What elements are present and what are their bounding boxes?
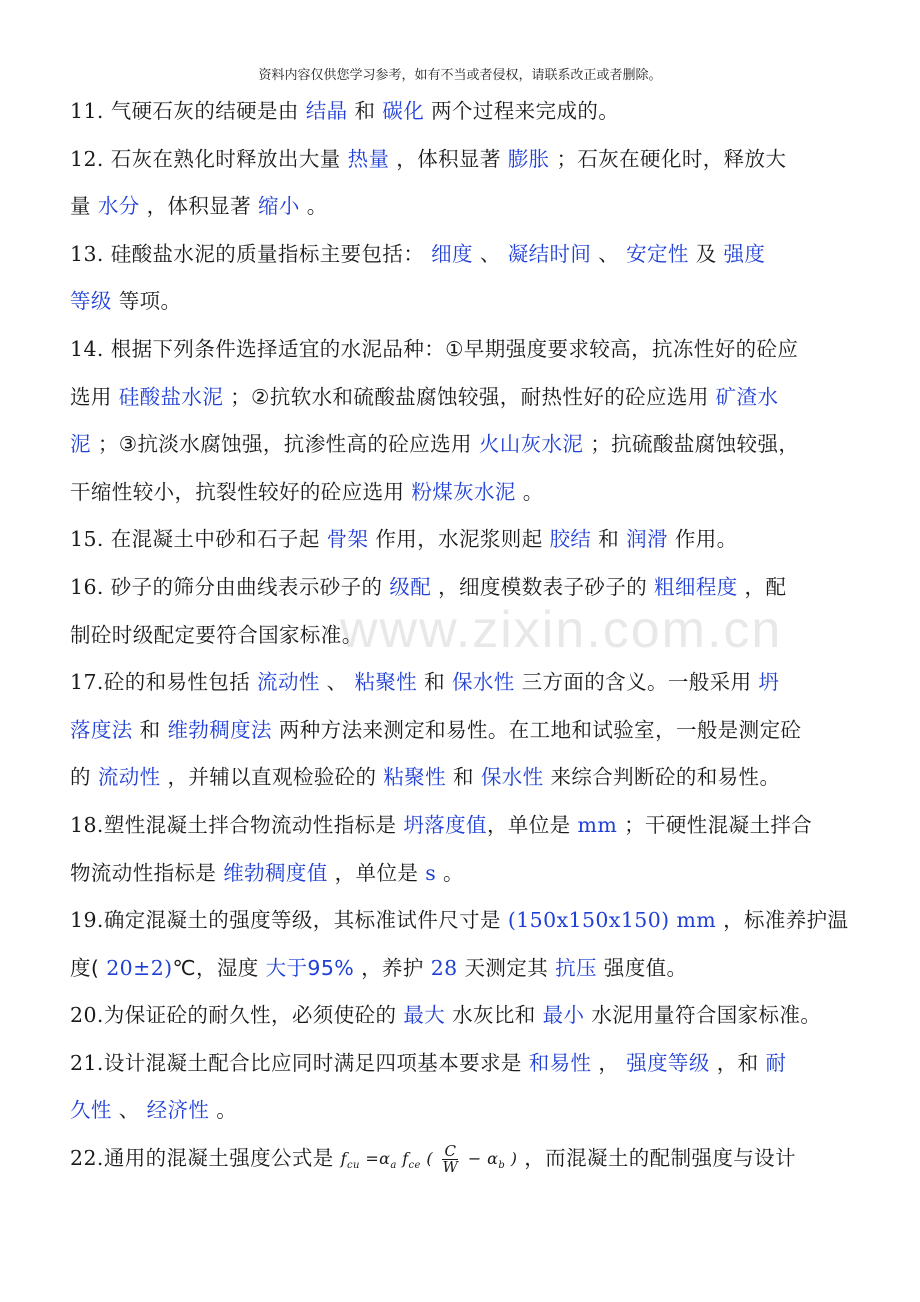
text: 设计混凝土配合比应同时满足四项基本要求是 xyxy=(103,1050,522,1075)
answer: 润滑 xyxy=(626,527,668,552)
text: 等项。 xyxy=(118,289,182,314)
text: ，体积显著 xyxy=(396,146,501,171)
line-q18b xyxy=(70,850,870,898)
site-watermark: www.zixin.com.cn xyxy=(340,601,783,659)
line-q21b xyxy=(70,1087,870,1135)
answer: 粗细程度 xyxy=(654,574,738,599)
line-q14b xyxy=(70,374,870,422)
formula-eq: =α xyxy=(365,1148,391,1168)
answer: 硅酸盐水泥 xyxy=(118,384,224,409)
text: 物流动性指标是 xyxy=(70,860,217,885)
answer: 维勃稠度法 xyxy=(167,717,272,742)
line-q15 xyxy=(70,516,870,564)
text: 、 xyxy=(326,670,348,695)
line-q14d xyxy=(70,469,870,517)
text: ；②抗软水和硫酸盐腐蚀较强，耐热性好的砼应选用 xyxy=(230,384,709,409)
text: ，细度模数表子砂子的 xyxy=(438,574,648,599)
line-q13b xyxy=(70,278,870,326)
formula-f: f xyxy=(340,1148,347,1168)
answer: 28 xyxy=(430,955,458,980)
text: ，单位是 xyxy=(486,812,571,837)
text: 、 xyxy=(118,1098,140,1123)
answer: 强度等级 xyxy=(626,1050,710,1075)
line-q22 xyxy=(70,1135,870,1183)
line-q19b xyxy=(70,945,870,993)
text: 作用，水泥浆则起 xyxy=(375,527,543,552)
text: ；抗硫酸盐腐蚀较强， xyxy=(590,432,800,457)
answer: (150x150x150) mm xyxy=(507,908,717,933)
text: 。 xyxy=(443,860,464,885)
question-number: 13. xyxy=(70,241,104,266)
answer: 坍 xyxy=(758,670,780,695)
answer: 碳化 xyxy=(382,99,425,123)
answer: 级配 xyxy=(389,574,432,599)
text: 三方面的含义。一般采用 xyxy=(521,670,752,695)
formula-fraction xyxy=(441,1141,461,1176)
line-q20 xyxy=(70,992,870,1040)
text: 和 xyxy=(598,527,620,552)
answer: 粉煤灰水泥 xyxy=(411,479,516,504)
text: 和 xyxy=(424,670,446,695)
answer: 膨胀 xyxy=(507,146,550,171)
strength-formula xyxy=(340,1141,518,1176)
answer: 热量 xyxy=(347,146,390,171)
line-q14a xyxy=(70,326,870,374)
text: ，体积显著 xyxy=(146,194,252,219)
line-q21a xyxy=(70,1040,870,1088)
text: ；③抗淡水腐蚀强，抗渗性高的砼应选用 xyxy=(97,432,472,457)
answer: 坍落度值 xyxy=(403,812,487,837)
answer: 矿渣水 xyxy=(715,384,779,409)
answer: 胶结 xyxy=(549,527,592,552)
question-number: 15. xyxy=(70,527,104,552)
line-q18a xyxy=(70,802,870,850)
answer: 最大 xyxy=(403,1003,446,1028)
answer: 骨架 xyxy=(326,527,369,552)
question-number: 14. xyxy=(70,336,104,361)
formula-paren: ) xyxy=(510,1148,518,1168)
text: 度( xyxy=(70,955,100,980)
text: 为保证砼的耐久性，必须使砼的 xyxy=(103,1003,397,1028)
text: 两种方法来测定和易性。在工地和试验室，一般是测定砼 xyxy=(278,717,802,742)
text: 选用 xyxy=(70,384,112,409)
formula-minus: − xyxy=(467,1148,482,1168)
text: 水灰比和 xyxy=(452,1003,536,1028)
answer: 泥 xyxy=(70,432,91,457)
question-number: 17. xyxy=(70,670,104,695)
question-number: 22. xyxy=(70,1146,104,1171)
text: 。 xyxy=(522,479,544,504)
formula-alpha: α xyxy=(487,1148,499,1168)
text: 。 xyxy=(306,194,328,219)
answer: 凝结时间 xyxy=(507,241,592,266)
formula-sub: cu xyxy=(346,1159,360,1171)
question-number: 18. xyxy=(70,812,104,837)
formula-sub: a xyxy=(390,1159,397,1171)
line-q12b xyxy=(70,183,870,231)
text: ，和 xyxy=(716,1050,759,1075)
question-number: 16. xyxy=(70,574,104,599)
disclaimer-header: 资料内容仅供您学习参考，如有不当或者侵权，请联系改正或者删除。 xyxy=(258,68,662,83)
text: 根据下列条件选择适宜的水泥品种：①早期强度要求较高，抗冻性好的砼应 xyxy=(110,336,799,361)
text: ，单位是 xyxy=(334,860,419,885)
answer: 耐 xyxy=(765,1050,787,1075)
answer: 保水性 xyxy=(480,765,544,790)
formula-paren: ( xyxy=(426,1148,434,1168)
answer: 大于95% xyxy=(265,955,355,980)
text: 天测定其 xyxy=(464,955,549,980)
text: 通用的混凝土强度公式是 xyxy=(103,1146,334,1171)
fraction-denominator: W xyxy=(442,1157,459,1176)
line-q19a xyxy=(70,897,870,945)
text: 作用。 xyxy=(674,527,738,552)
answer: 流动性 xyxy=(257,670,320,695)
text: 塑性混凝土拌合物流动性指标是 xyxy=(103,812,397,837)
fraction-numerator: C xyxy=(444,1141,457,1160)
answer: 流动性 xyxy=(97,765,161,790)
answer: mm xyxy=(577,812,618,837)
text: 两个过程来完成的。 xyxy=(431,99,620,123)
text: 石灰在熟化时释放出大量 xyxy=(110,146,341,171)
text: 和 xyxy=(139,717,161,742)
line-q17a xyxy=(70,659,870,707)
answer: 20±2) xyxy=(106,955,173,980)
answer: 强度 xyxy=(723,241,766,266)
question-number: 21. xyxy=(70,1050,104,1075)
question-number: 20. xyxy=(70,1003,104,1028)
text: 量 xyxy=(70,194,91,219)
text: 强度值。 xyxy=(603,955,688,980)
text: 及 xyxy=(695,241,717,266)
text: ；石灰在硬化时，释放大 xyxy=(556,146,787,171)
text: ℃，湿度 xyxy=(172,955,259,980)
answer: 结晶 xyxy=(305,99,348,123)
answer: 粘聚性 xyxy=(354,670,418,695)
answer: 经济性 xyxy=(146,1098,210,1123)
answer: 等级 xyxy=(70,289,112,314)
line-q16b xyxy=(70,612,870,660)
text: 和 xyxy=(354,99,376,123)
answer: 落度法 xyxy=(70,717,133,742)
text: 水泥用量符合国家标准。 xyxy=(591,1003,822,1028)
text: 砼的和易性包括 xyxy=(103,670,251,695)
text: 气硬石灰的结硬是由 xyxy=(110,99,299,123)
answer: s xyxy=(425,860,437,885)
formula-f: f xyxy=(402,1148,409,1168)
text: 、 xyxy=(598,241,620,266)
line-q12a xyxy=(70,136,870,184)
answer: 和易性 xyxy=(528,1050,592,1075)
line-q17b xyxy=(70,707,870,755)
formula-sub: ce xyxy=(408,1159,421,1171)
question-number: 19. xyxy=(70,908,104,933)
answer: 粘聚性 xyxy=(383,765,447,790)
question-number: 11. xyxy=(70,99,104,123)
formula-sub: b xyxy=(498,1159,506,1171)
answer: 缩小 xyxy=(257,194,300,219)
text: 的 xyxy=(70,765,91,790)
answer: 维勃稠度值 xyxy=(223,860,328,885)
text: 、 xyxy=(479,241,501,266)
text: ，而混凝土的配制强度与设计 xyxy=(524,1146,796,1171)
text: 干缩性较小，抗裂性较好的砼应选用 xyxy=(70,479,405,504)
answer: 火山灰水泥 xyxy=(478,432,584,457)
text: ，配 xyxy=(744,574,787,599)
text: 和 xyxy=(453,765,474,790)
line-q11 xyxy=(70,88,870,136)
line-q17c xyxy=(70,754,870,802)
answer: 抗压 xyxy=(555,955,597,980)
text: 来综合判断砼的和易性。 xyxy=(550,765,781,790)
question-list xyxy=(70,88,870,1183)
answer: 最小 xyxy=(542,1003,585,1028)
text: 确定混凝土的强度等级，其标准试件尺寸是 xyxy=(103,908,501,933)
text: ，并辅以直观检验砼的 xyxy=(167,765,377,790)
text: ；干硬性混凝土拌合 xyxy=(624,812,813,837)
text: 硅酸盐水泥的质量指标主要包括： xyxy=(110,241,425,266)
text: ，标准养护温 xyxy=(723,908,849,933)
text: ， xyxy=(598,1050,620,1075)
line-q13a xyxy=(70,231,870,279)
answer: 保水性 xyxy=(451,670,515,695)
answer: 水分 xyxy=(97,194,140,219)
line-q14c xyxy=(70,421,870,469)
text: 砂子的筛分由曲线表示砂子的 xyxy=(110,574,383,599)
text: ，养护 xyxy=(361,955,424,980)
text: 制砼时级配定要符合国家标准。 xyxy=(70,622,363,647)
text: 。 xyxy=(216,1098,238,1123)
answer: 久性 xyxy=(70,1098,112,1123)
answer: 细度 xyxy=(431,241,473,266)
line-q16a xyxy=(70,564,870,612)
text: 在混凝土中砂和石子起 xyxy=(110,527,320,552)
answer: 安定性 xyxy=(626,241,689,266)
question-number: 12. xyxy=(70,146,104,171)
